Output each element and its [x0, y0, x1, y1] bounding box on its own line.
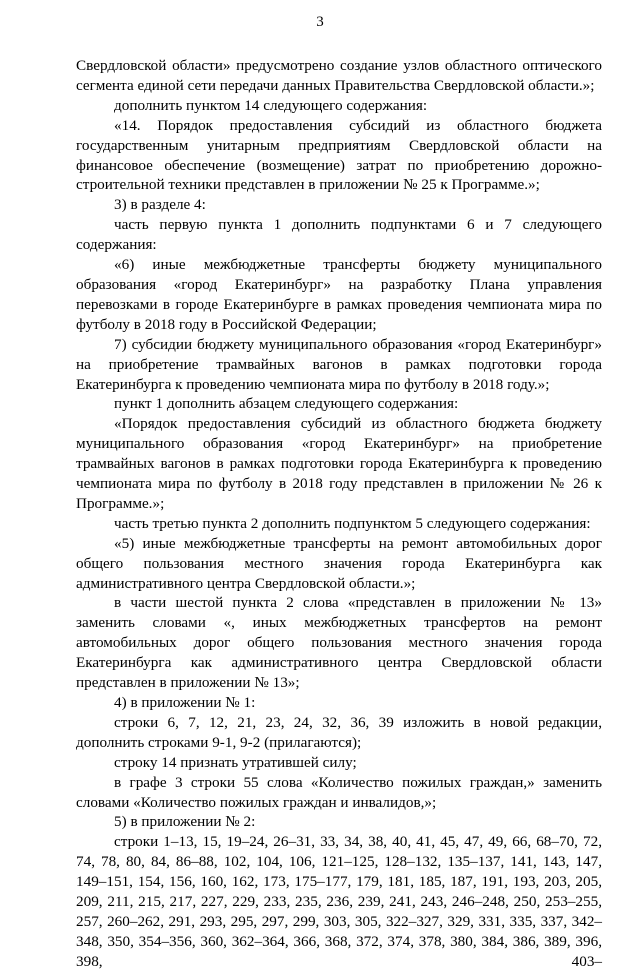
document-paragraph: 3) в разделе 4:: [114, 196, 206, 214]
document-paragraph: строку 14 признать утратившей силу;: [114, 753, 357, 771]
document-paragraph: «14. Порядок предоставления субсидий из областного бюджета государственным унитарным предприятиям Свердловской области на финансовое обеспечение (возмещение) затрат по приобретению дорожно-строительной техники представлен в приложении № 25 к Программе.»;: [76, 116, 602, 194]
document-paragraph: в части шестой пункта 2 слова «представлен в приложении № 13» заменить словами «, иных межбюджетных трансфертов на ремонт автомобильных дорог общего пользования местного значения города Екатеринбурга как административного центра Свердловской области представлен в приложении № 13»;: [76, 594, 602, 692]
document-paragraph: «Порядок предоставления субсидий из областного бюджета бюджету муниципального образования «город Екатеринбург» на приобретение трамвайных вагонов в рамках подготовки города Екатеринбурга к проведению чемпионата мира по футболу в 2018 году представлен в приложении № 26 к Программе.»;: [76, 415, 602, 512]
document-paragraph: 7) субсидии бюджету муниципального образования «город Екатеринбург» на приобретение трамвайных вагонов в рамках подготовки города Екатеринбурга к проведению чемпионата мира по футболу в 2018 году.»;: [76, 335, 602, 393]
document-paragraph: «6) иные межбюджетные трансферты бюджету муниципального образования «город Екатеринбург» на разработку Плана управления перевозками в городе Екатеринбурге в рамках проведения чемпионата мира по футболу в 2018 году в Российской Федерации;: [76, 256, 602, 333]
document-paragraph: Свердловской области» предусмотрено создание узлов областного оптического сегмента единой сети передачи данных Правительства Свердловской области.»;: [76, 57, 602, 94]
document-paragraph: 4) в приложении № 1:: [114, 694, 256, 711]
document-paragraph: часть третью пункта 2 дополнить подпунктом 5 следующего содержания:: [114, 514, 591, 532]
document-paragraph: в графе 3 строки 55 слова «Количество пожилых граждан,» заменить словами «Количество пожилых граждан и инвалидов,»;: [76, 773, 602, 811]
document-paragraph: строки 1–13, 15, 19–24, 26–31, 33, 34, 38, 40, 41, 45, 47, 49, 66, 68–70, 72, 74, 78, 80, 84, 86–88, 102, 104, 106, 121–125, 128–132, 135–137, 141, 143, 147, 149–151, 154, 156, 160, 162, 173, 175–177, 179, 181, 185, 187, 191, 193, 203, 205, 209, 211, 215, 217, 227, 229, 233, 235, 236, 239, 241, 243, 246–248, 250, 253–255, 257, 260–262, 291, 293, 295, 297, 299, 303, 305, 322–327, 329, 331, 335, 337, 342–348, 350, 354–356, 360, 362–364, 366, 368, 372, 374, 378, 380, 384, 386, 389, 396, 398, 403–: [76, 833, 602, 970]
page-number: 3: [316, 14, 324, 30]
document-paragraph: дополнить пунктом 14 следующего содержания:: [114, 96, 428, 114]
document-paragraph: пункт 1 дополнить абзацем следующего содержания:: [114, 395, 459, 413]
document-body: [76, 56, 602, 972]
document-paragraph: «5) иные межбюджетные трансферты на ремонт автомобильных дорог общего пользования местного значения города Екатеринбурга как административного центра Свердловской области.»;: [76, 534, 602, 592]
document-paragraph: часть первую пункта 1 дополнить подпунктами 6 и 7 следующего содержания:: [76, 216, 602, 254]
document-paragraph: 5) в приложении № 2:: [114, 813, 256, 831]
document-paragraph: строки 6, 7, 12, 21, 23, 24, 32, 36, 39 изложить в новой редакции, дополнить строками 9-1, 9-2 (прилагаются);: [76, 713, 602, 751]
